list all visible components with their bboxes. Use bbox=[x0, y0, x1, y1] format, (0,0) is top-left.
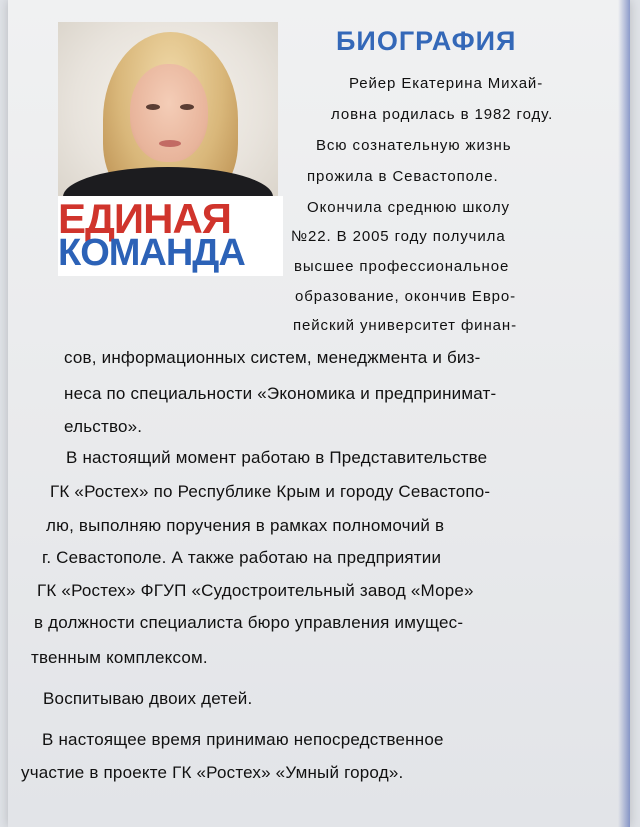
bio-line-3: Всю сознательную жизнь bbox=[316, 137, 512, 154]
bio-line-19: твенным комплексом. bbox=[31, 648, 208, 667]
bio-line-14: ГК «Ростех» по Республике Крым и городу Севастопо- bbox=[50, 482, 491, 501]
bio-line-18: в должности специалиста бюро управления имущес- bbox=[34, 613, 464, 632]
bio-line-15: лю, выполняю поручения в рамках полномочий в bbox=[46, 516, 445, 535]
bio-line-2: ловна родилась в 1982 году. bbox=[331, 106, 554, 123]
portrait-right-eye bbox=[180, 104, 194, 110]
bio-line-4: прожила в Севастополе. bbox=[307, 168, 499, 185]
bio-line-9: пейский университет финан- bbox=[293, 317, 517, 334]
bio-line-6: №22. В 2005 году получила bbox=[291, 228, 506, 245]
candidate-portrait bbox=[58, 22, 278, 210]
bio-line-16: г. Севастополе. А также работаю на предприятии bbox=[42, 548, 442, 567]
bio-line-5: Окончила среднюю школу bbox=[307, 199, 510, 216]
logo-line-1: ЕДИНАЯ bbox=[58, 195, 231, 242]
bio-line-1: Рейер Екатерина Михай- bbox=[349, 75, 544, 92]
bio-line-7: высшее профессиональное bbox=[294, 258, 510, 275]
bio-line-20: Воспитываю двоих детей. bbox=[43, 689, 253, 708]
biography-heading: БИОГРАФИЯ bbox=[336, 26, 517, 56]
party-logo bbox=[58, 196, 283, 276]
bio-line-8: образование, окончив Евро- bbox=[295, 288, 517, 305]
portrait-face bbox=[130, 64, 208, 162]
portrait-lips bbox=[159, 140, 181, 147]
bio-line-11: неса по специальности «Экономика и предпринимат- bbox=[64, 384, 497, 403]
leaflet-page bbox=[8, 0, 630, 827]
bio-line-22: участие в проекте ГК «Ростех» «Умный город». bbox=[21, 763, 404, 782]
logo-line-2: КОМАНДА bbox=[58, 232, 245, 274]
bio-line-21: В настоящее время принимаю непосредственное bbox=[42, 730, 444, 749]
portrait-left-eye bbox=[146, 104, 160, 110]
bio-line-17: ГК «Ростех» ФГУП «Судостроительный завод «Море» bbox=[37, 581, 474, 600]
bio-line-12: ельство». bbox=[64, 417, 143, 436]
bio-line-10: сов, информационных систем, менеджмента и биз- bbox=[64, 348, 481, 367]
page-edge-shadow bbox=[618, 0, 630, 827]
bio-line-13: В настоящий момент работаю в Представительстве bbox=[66, 448, 488, 467]
